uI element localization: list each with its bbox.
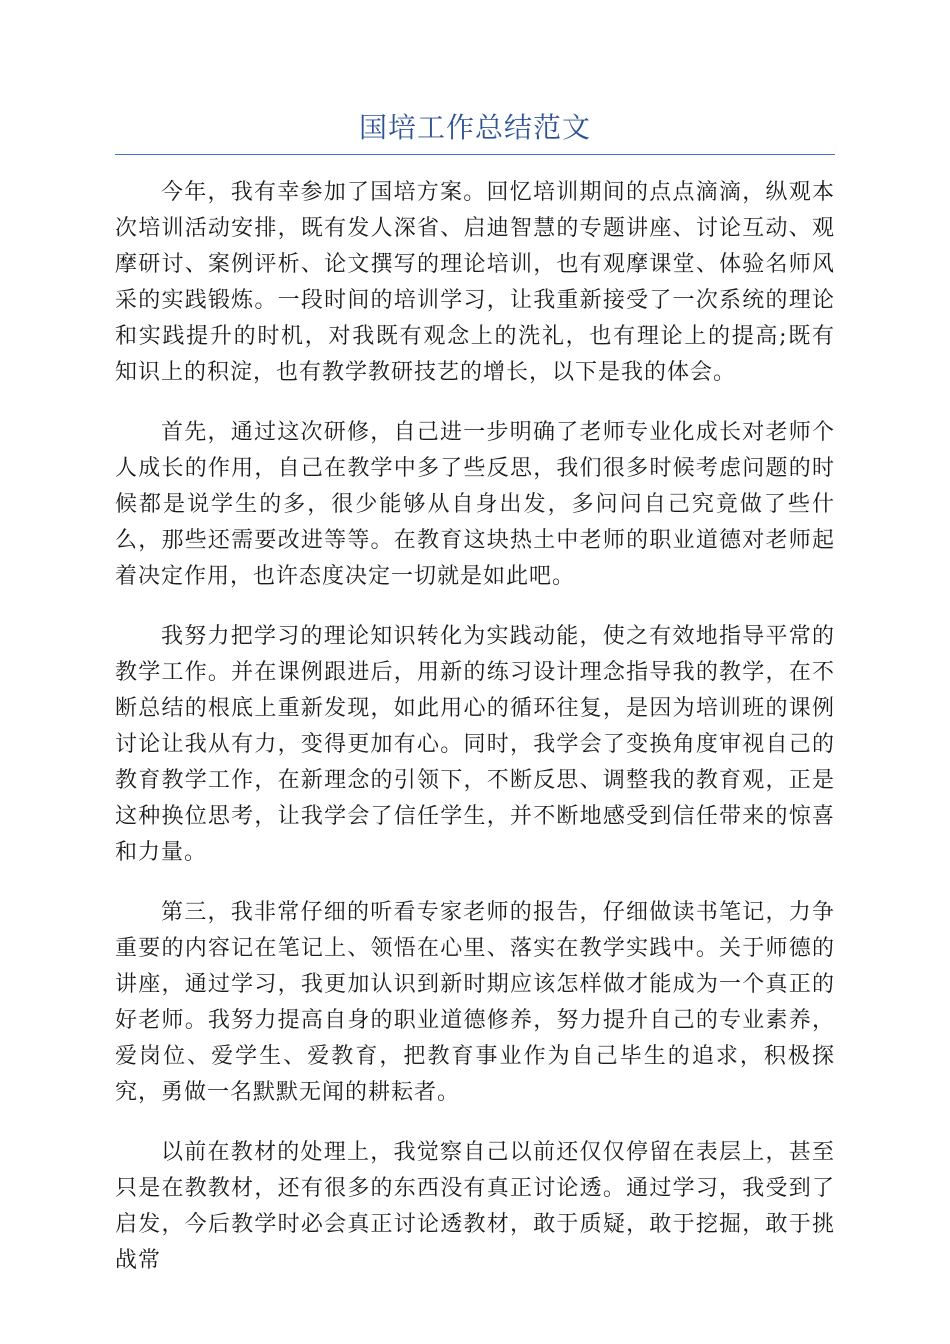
paragraph-3: 我努力把学习的理论知识转化为实践动能，使之有效地指导平常的教学工作。并在课例跟进后，用新的练习设计理念指导我的教学，在不断总结的根底上重新发现，如此用心的循环往复，是因为培训班的课例讨论让我从有力，变得更加有心。同时，我学会了变换角度审视自己的教育教学工作，在新理念的引领下，不断反思、调整我的教育观，正是这种换位思考，让我学会了信任学生，并不断地感受到信任带来的惊喜和力量。	[115, 624, 835, 865]
title-underline	[115, 154, 835, 155]
paragraph-5: 以前在教材的处理上，我觉察自己以前还仅仅停留在表层上，甚至只是在教教材，还有很多的东西没有真正讨论透。通过学习，我受到了启发，今后教学时必会真正讨论透教材，敢于质疑，敢于挖掘，敢于挑战常	[115, 1140, 835, 1273]
paragraph-2: 首先，通过这次研修，自己进一步明确了老师专业化成长对老师个人成长的作用，自己在教学中多了些反思，我们很多时候考虑问题的时候都是说学生的多，很少能够从自身出发，多问问自己究竟做了些什么，那些还需要改进等等。在教育这块热土中老师的职业道德对老师起着决定作用，也许态度决定一切就是如此吧。	[115, 420, 835, 589]
document-title: 国培工作总结范文	[358, 111, 591, 144]
paragraph-1: 今年，我有幸参加了国培方案。回忆培训期间的点点滴滴，纵观本次培训活动安排，既有发人深省、启迪智慧的专题讲座、讨论互动、观摩研讨、案例评析、论文撰写的理论培训，也有观摩课堂、体验名师风采的实践锻炼。一段时间的培训学习，让我重新接受了一次系统的理论和实践提升的时机，对我既有观念上的洗礼，也有理论上的提高;既有知识上的积淀，也有教学教研技艺的增长，以下是我的体会。	[115, 180, 835, 385]
document-body	[115, 175, 835, 1303]
paragraph-4: 第三，我非常仔细的听看专家老师的报告，仔细做读书笔记，力争重要的内容记在笔记上、领悟在心里、落实在教学实践中。关于师德的讲座，通过学习，我更加认识到新时期应该怎样做才能成为一个真正的好老师。我努力提高自身的职业道德修养，努力提升自己的专业素养，爱岗位、爱学生、爱教育，把教育事业作为自己毕生的追求，积极探究，勇做一名默默无闻的耕耘者。	[115, 900, 835, 1105]
